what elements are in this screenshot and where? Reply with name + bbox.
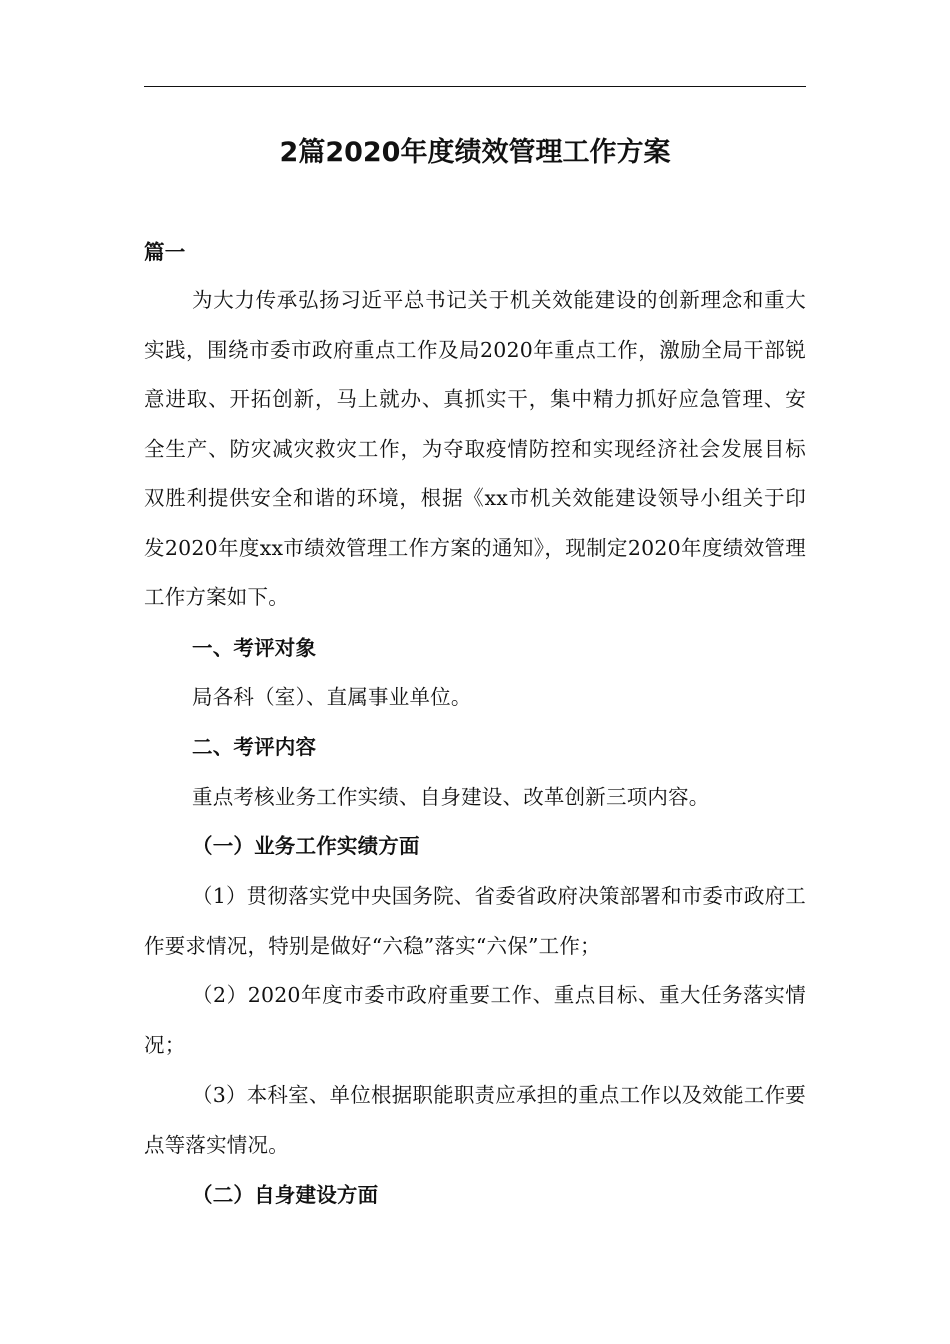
part-label: 篇一: [144, 240, 186, 264]
subsection-heading-business-performance: （一）业务工作实绩方面: [192, 834, 420, 858]
section-heading-evaluation-content: 二、考评内容: [192, 735, 317, 759]
section-body-evaluation-targets: 局各科（室）、直属事业单位。: [192, 685, 472, 709]
section-body-evaluation-content: 重点考核业务工作实绩、自身建设、改革创新三项内容。: [192, 785, 710, 809]
list-item: （1）贯彻落实党中央国务院、省委省政府决策部署和市委市政府工作要求情况，特别是做好“六稳”落实“六保”工作；: [144, 884, 806, 958]
list-item: （3）本科室、单位根据职能职责应承担的重点工作以及效能工作要点等落实情况。: [144, 1083, 806, 1157]
section-heading-evaluation-targets: 一、考评对象: [192, 636, 317, 660]
subsection-heading-self-construction: （二）自身建设方面: [192, 1183, 379, 1207]
document-title: 2篇2020年度绩效管理工作方案: [279, 137, 671, 168]
intro-paragraph: 为大力传承弘扬习近平总书记关于机关效能建设的创新理念和重大实践，围绕市委市政府重点工作及局2020年重点工作，激励全局干部锐意进取、开拓创新，马上就办、真抓实干，集中精力抓好应急管理、安全生产、防灾减灾救灾工作，为夺取疫情防控和实现经济社会发展目标双胜利提供安全和谐的环境，根据《xx市机关效能建设领导小组关于印发2020年度xx市绩效管理工作方案的通知》，现制定2020年度绩效管理工作方案如下。: [144, 288, 806, 609]
list-item: （2）2020年度市委市政府重要工作、重点目标、重大任务落实情况；: [144, 983, 806, 1057]
header-rule: [144, 86, 806, 87]
